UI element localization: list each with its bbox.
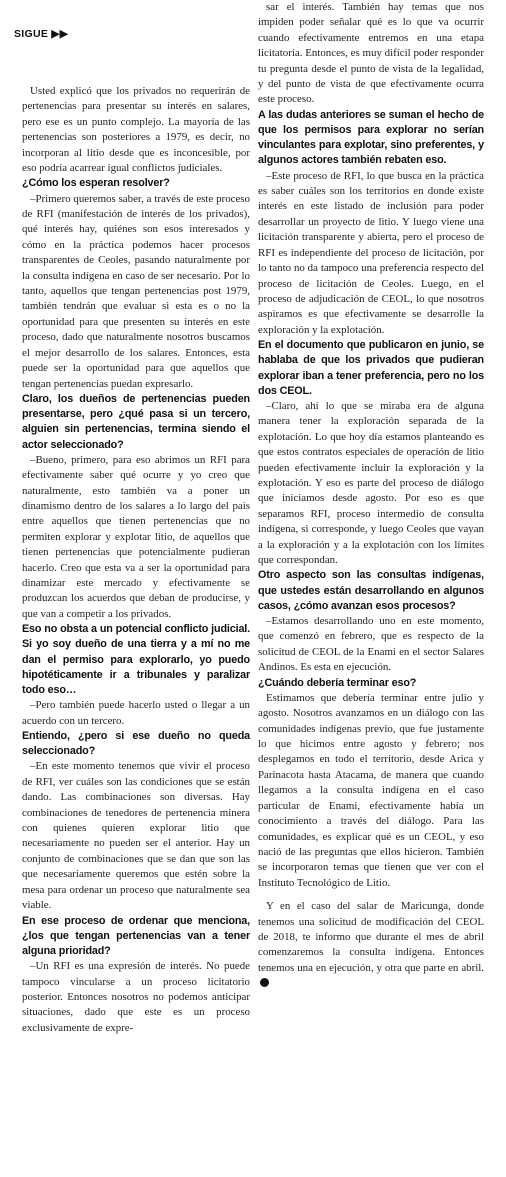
right-column [258, 0, 484, 992]
interview-answer [22, 192, 250, 392]
paragraph-text: –Pero también puede hacerlo usted o llegar a un acuerdo con un tercero. [22, 699, 250, 727]
paragraph-text: –Este proceso de RFI, lo que busca en la práctica es saber cuáles son los territorios en donde existe interés en este listado de inclusión para poder desarrollar un proyecto de litio. Y luego viene una licitación transparente y abierta, pero el proceso de RFI es independiente del proceso de licitación, por lo tanto no da tampoco una preferencia respecto del proceso de licitación de Ceoles. Luego, en el proceso de adjudicación de CEOL, lo que nosotros aspiramos es que efectivamente se desarrolle la exploración y la explotación. [258, 169, 484, 336]
paragraph-text: –Bueno, primero, para eso abrimos un RFI para efectivamente saber qué ocurre y yo creo que naturalmente, esto también va a poner un dinamismo dentro de los salares a lo largo del país entre aquellos que tienen pertenencias que no permiten explorar y explotar litio, de aquellos que tienen pertenencias que potencialmente pudieran hacerlo. Creo que esta va a ser la oportunidad para dinamizar este mercado y efectivamente se produzcan los acuerdos que deban de producirse, y que van a competir a los privados. [22, 453, 250, 620]
interview-answer [22, 959, 250, 1036]
left-column [22, 84, 250, 1036]
interview-question [22, 176, 250, 191]
paragraph-text: –Claro, ahí lo que se miraba era de alguna manera tener la exploración separada de la explotación. Lo que hoy día estamos planteando es que estos contratos especiales de operación de litio pueden efectivamente incluir la exploración y la explotación. Y eso es parte del proceso de diálogo que iniciamos desde agosto. Por eso es que separamos RFI, proceso intermedio de consulta indígena, si corresponde, y luego Ceoles que vayan a la exploración y a la explotación con los límites que correspondan. [258, 399, 484, 566]
interview-question [258, 568, 484, 614]
paragraph-text: sar el interés. También hay temas que nos impiden poder señalar qué es lo que va ocurrir cuando efectivamente entremos en una etapa licitatoria. Entonces, es muy difícil poder responder tu pregunta desde el punto de vista de la legalidad, y del punto de vista de que efectivamente ocurra este proceso. [258, 1, 484, 106]
interview-answer [22, 453, 250, 622]
paragraph-text: ¿Cuándo debería terminar eso? [258, 676, 417, 689]
paragraph-text: En ese proceso de ordenar que menciona, ¿los que tengan pertenencias van a tener alguna prioridad? [22, 914, 250, 957]
paragraph-text: –Un RFI es una expresión de interés. No puede tampoco vincularse a un proceso licitatorio posterior. Entonces nosotros no podemos anticipar situaciones, dado que este es un proceso exclusivamente de expre- [22, 960, 250, 1034]
interview-answer [258, 614, 484, 676]
interview-question [22, 622, 250, 698]
paragraph-text: ¿Cómo los esperan resolver? [22, 177, 170, 190]
interview-answer [258, 0, 484, 108]
paragraph-text: Claro, los dueños de pertenencias pueden presentarse, pero ¿qué pasa si un tercero, alguien sin pertenencias, termina siendo el actor seleccionado? [22, 392, 250, 451]
interview-question [258, 108, 484, 169]
interview-question [22, 392, 250, 453]
paragraph-text: –Estamos desarrollando uno en este momento, que comenzó en febrero, que es respecto de la solicitud de CEOL de la Enami en el sector Salares Andinos. Es esta en ejecución. [258, 615, 484, 674]
paragraph-text: Usted explicó que los privados no requerirán de pertenencias para presentar su interés en salares, pero ese es un punto complejo. La mayoría de las pertenencias son posteriores a 1979, es decir, no incorporan al litio desde que es inconcesible, por eso podría acarrear igual conflictos judiciales. [22, 85, 250, 175]
paragraph-text: Entiendo, ¿pero si ese dueño no queda seleccionado? [22, 730, 250, 758]
paragraph-text: Eso no obsta a un potencial conflicto judicial. Si yo soy dueño de una tierra y a mí no me dan el permiso para explorarlo, yo puedo hipotéticamente ir a tribunales y paralizar todo eso… [22, 623, 250, 697]
interview-question [258, 338, 484, 399]
paragraph-text: En el documento que publicaron en junio, se hablaba de que los privados que pudieran explorar iban a tener preferencia, pero no los dos CEOL. [258, 339, 484, 397]
interview-answer [22, 84, 250, 176]
interview-question [22, 914, 250, 960]
paragraph-text: –En este momento tenemos que vivir el proceso de RFI, ver cuáles son las condiciones que se están dando. Las combinaciones son diversas. Hay combinaciones de tenedores de pertenencia minera con quienes quieren explorar litio que necesariamente no pueden ser el anterior. Hay un conjunto de combinaciones que se dan que son las que necesariamente queremos que estén sobre la mesa para ordenar un proceso que naturalmente sea viable. [22, 760, 250, 912]
paragraph-text: Otro aspecto son las consultas indígenas, que ustedes están desarrollando en algunos casos, ¿cómo avanzan esos procesos? [258, 569, 484, 612]
interview-answer [258, 899, 484, 991]
interview-answer [258, 691, 484, 891]
paragraph-text: Y en el caso del salar de Maricunga, donde tenemos una solicitud de modificación del CEOL de 2018, te informo que durante el mes de abril comenzaremos la consulta indígena. Entonces tenemos una en ejecución, y otra que parte en abril. [258, 900, 484, 974]
interview-answer [258, 169, 484, 338]
interview-answer [22, 698, 250, 729]
interview-question [22, 729, 250, 759]
paragraph-text: A las dudas anteriores se suman el hecho de que los permisos para explorar no serían vinculantes para explotar, sino preferentes, y algunos actores también rebaten eso. [258, 108, 484, 167]
paragraph-text: –Primero queremos saber, a través de este proceso de RFI (manifestación de interés de los privados), qué interés hay, quiénes son esos interesados y cómo en la práctica podemos hacer procesos transparentes de Ceoles, pasando naturalmente por la consulta indígena en caso de ser necesario. Por lo tanto, aquellos que tengan pertenencias post 1979, también tendrán que evaluar si esta es o no la oportunidad para que presenten su interés en este proceso, dado que naturalmente nosotros buscamos el mejor desarrollo de los salares. Entonces, esta puede ser la oportunidad para que aquellos que tengan pertenencias puedan expresarlo. [22, 192, 250, 390]
end-of-article-icon [260, 978, 269, 987]
interview-question [258, 676, 484, 691]
interview-answer [22, 759, 250, 913]
interview-answer [258, 399, 484, 568]
continue-label: SIGUE ▶▶ [14, 28, 69, 40]
paragraph-text: Estimamos que debería terminar entre julio y agosto. Nosotros avanzamos en un diálogo con las comunidades indígenas previo, que fue justamente lo que hicimos entre agosto y febrero; nos desplegamos en todo el territorio, desde Arica y Parinacota hasta Atacama, de manera que cuando llegamos a la consulta indígena en el caso particular de Enami, efectivamente había un conocimiento a través del diálogo. Para las comunidades, es explicar qué es un CEOL, y eso nació de las preguntas que ellos hicieron. También se incorporaron temas que tienen que ver con el Instituto Tecnológico de Litio. [258, 691, 484, 889]
